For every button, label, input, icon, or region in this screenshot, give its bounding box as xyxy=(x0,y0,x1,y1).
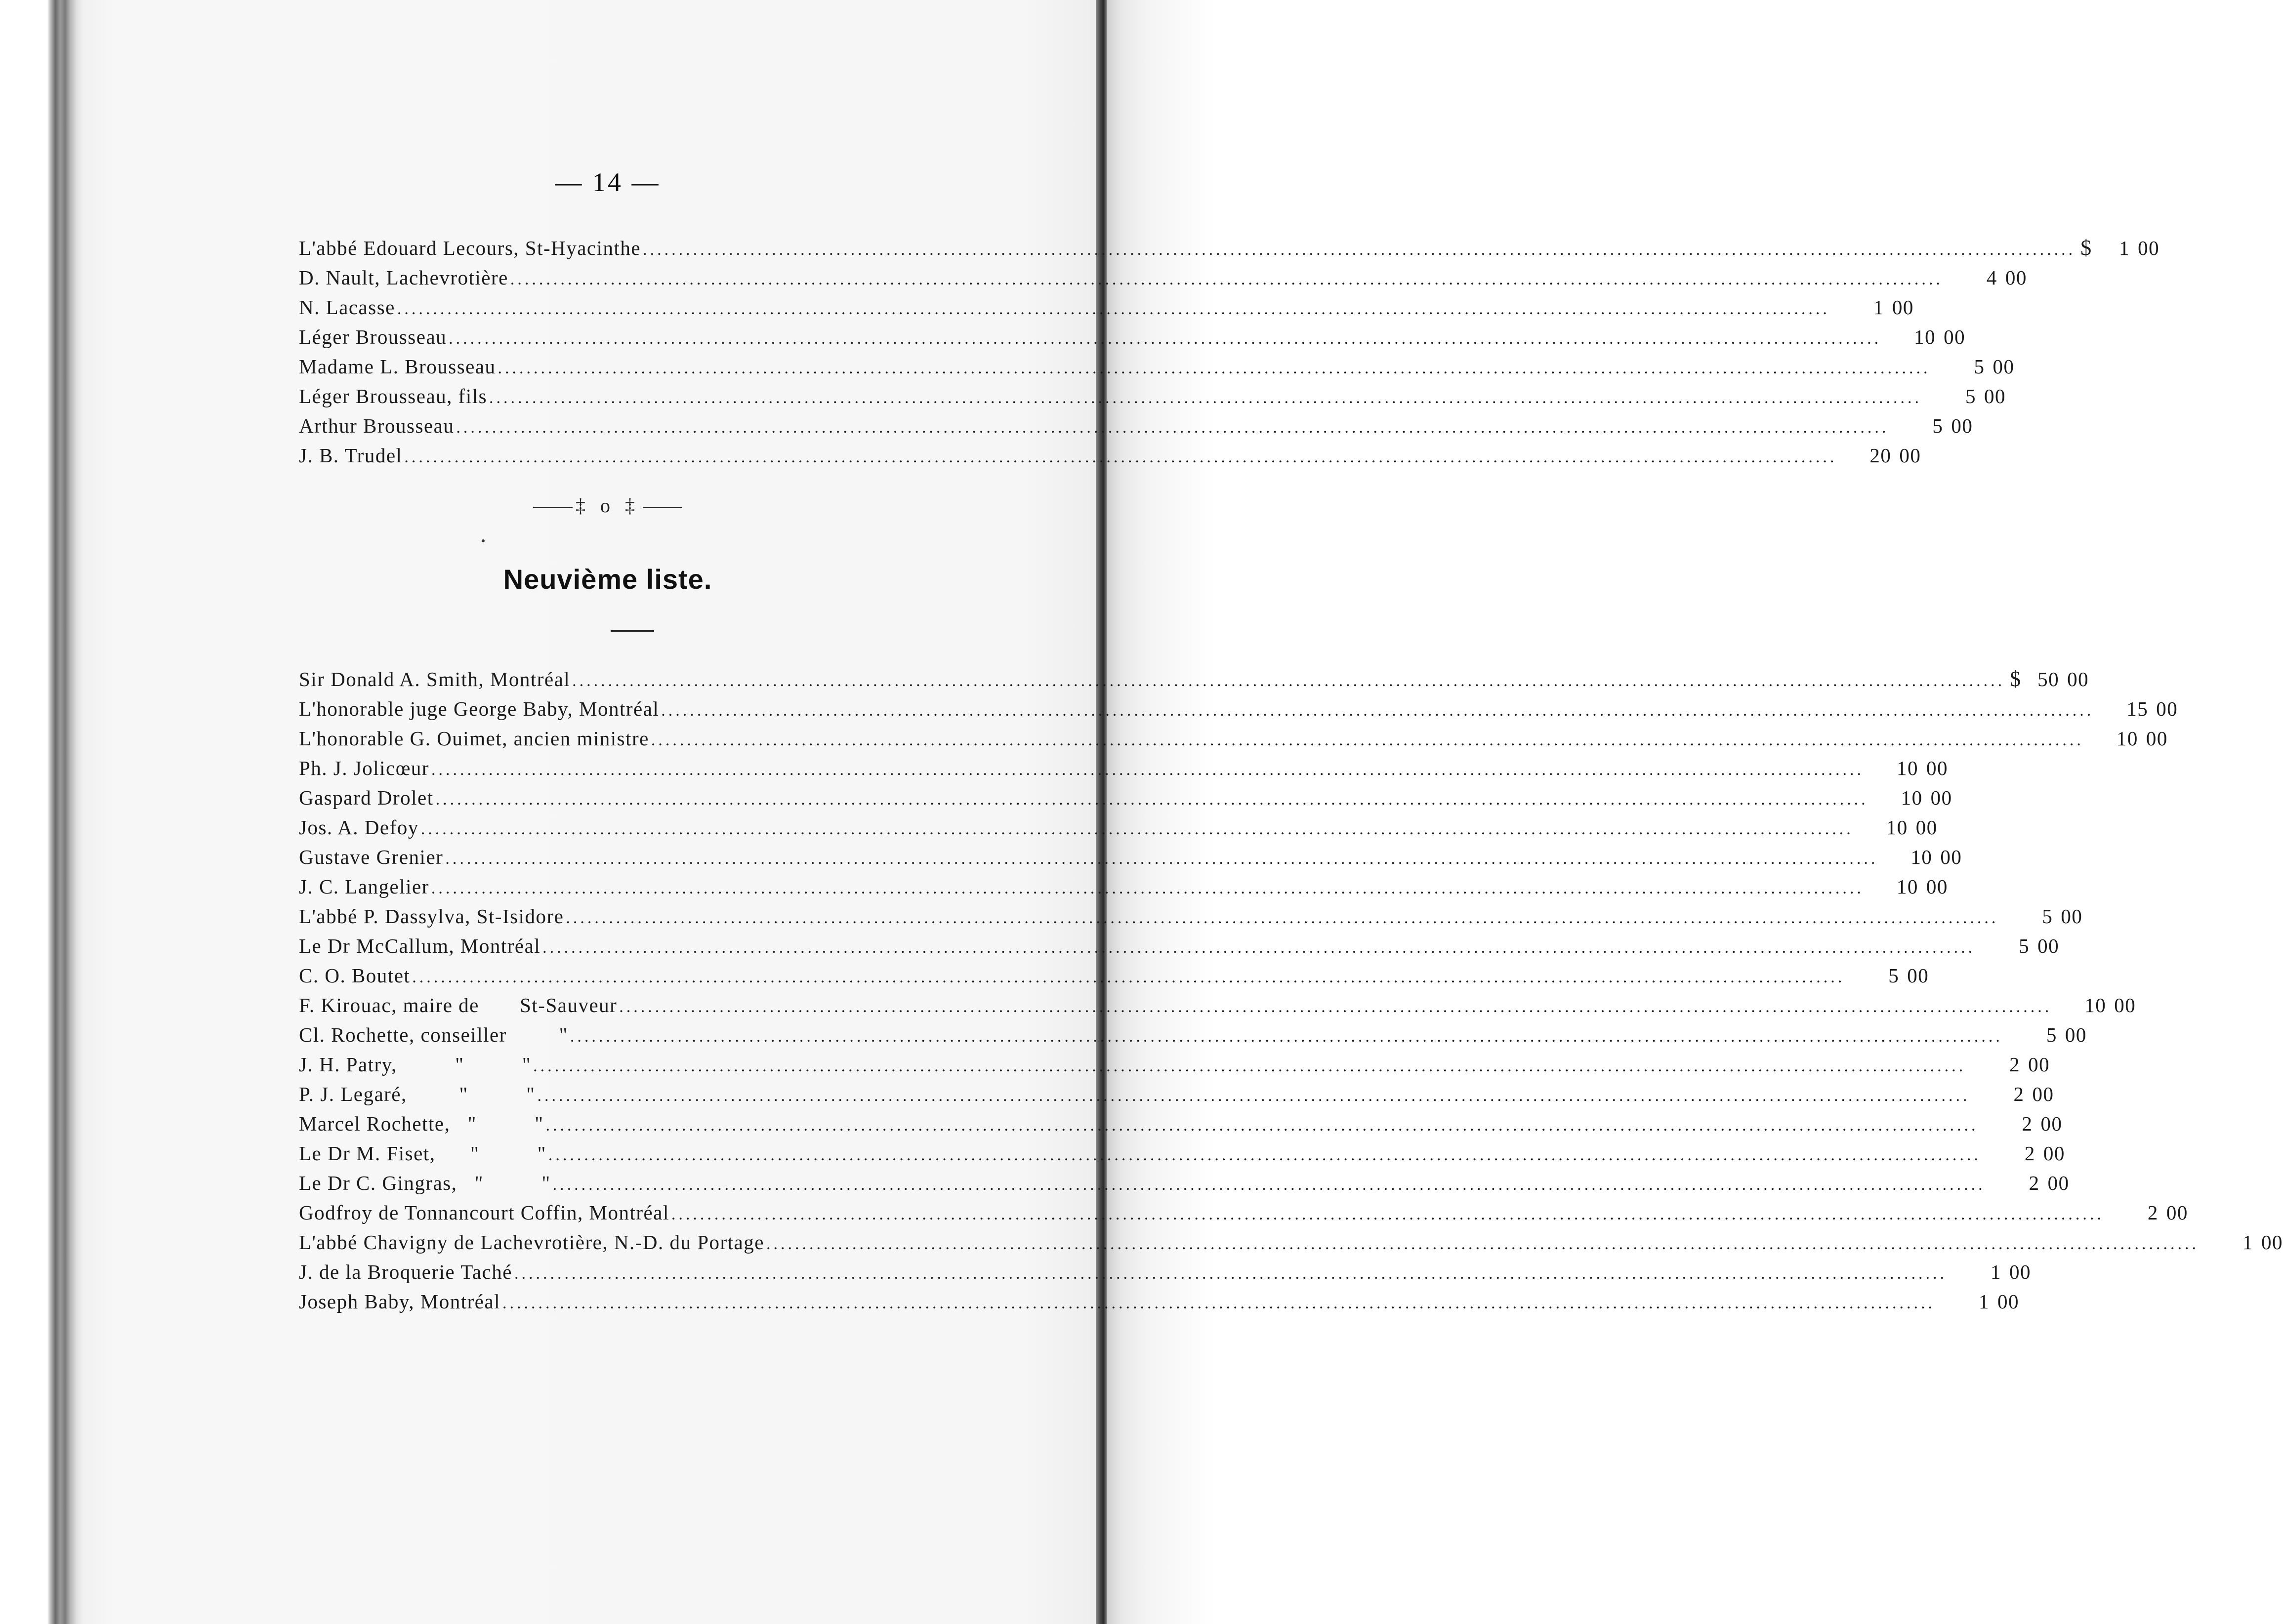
amount-dollars: 10 xyxy=(1914,325,1936,348)
book-binding-left xyxy=(0,0,84,1624)
leader-dots: ........................................................................................................................................................................................................ xyxy=(502,1294,1936,1312)
leader-dots: ........................................................................................................................................................................................................ xyxy=(397,300,1830,318)
leader-dots: ........................................................................................................................................................................................................ xyxy=(404,448,1837,466)
donor-name: Jos. A. Defoy xyxy=(299,816,419,839)
amount-cents: 00 xyxy=(2043,1142,2065,1165)
donation-amount xyxy=(1869,753,1946,783)
amount-cents: 00 xyxy=(1944,325,1966,348)
amount-dollars: 10 xyxy=(1896,757,1918,779)
donation-amount xyxy=(1980,931,2060,961)
donor-name: Léger Brousseau xyxy=(299,325,447,348)
donor-row xyxy=(299,322,1966,352)
section-separator xyxy=(0,494,1215,517)
heading-underline xyxy=(611,630,654,632)
amount-dollars: 5 xyxy=(2019,934,2030,957)
leader-dots: ........................................................................................................................................................................................................ xyxy=(449,329,1882,348)
amount-cents: 00 xyxy=(2040,1112,2063,1135)
donor-name: Arthur Brousseau xyxy=(299,414,455,437)
donation-amount xyxy=(1971,1050,2050,1079)
amount-dollars: 5 xyxy=(2042,905,2053,928)
ink-speck xyxy=(482,539,485,542)
amount-cents: 00 xyxy=(1907,964,1929,987)
leader-dots: ........................................................................................................................................................................................................ xyxy=(533,1057,1966,1075)
donation-amount xyxy=(1975,1079,2054,1109)
donation-amount xyxy=(1883,842,1962,872)
donor-name: Le Dr M. Fiset, " " xyxy=(299,1142,546,1165)
donor-name: C. O. Boutet xyxy=(299,964,411,987)
leader-dots: ........................................................................................................................................................................................................ xyxy=(510,270,1943,288)
amount-dollars: 2 xyxy=(2024,1142,2035,1165)
amount-dollars: 5 xyxy=(1974,355,1985,378)
donor-name: N. Lacasse xyxy=(299,296,395,319)
donor-row xyxy=(299,263,2027,292)
donor-name: Sir Donald A. Smith, Montréal xyxy=(299,668,571,690)
amount-dollars: 1 xyxy=(1979,1290,1990,1313)
leader-dots: ........................................................................................................................................................................................................ xyxy=(552,1176,1986,1194)
amount-dollars: 2 xyxy=(2013,1083,2025,1105)
currency-symbol: $ xyxy=(2080,236,2092,260)
amount-dollars: 10 xyxy=(2116,727,2138,750)
amount-cents: 00 xyxy=(1997,1290,2020,1313)
amount-dollars: 2 xyxy=(2009,1053,2021,1076)
amount-cents: 00 xyxy=(1915,816,1938,839)
donor-name: J. de la Broquerie Taché xyxy=(299,1260,512,1283)
donor-name: P. J. Legaré, " " xyxy=(299,1083,536,1105)
amount-dollars: 5 xyxy=(2046,1023,2057,1046)
leader-dots: ........................................................................................................................................................................................................ xyxy=(412,968,1845,986)
donor-list-continued xyxy=(299,233,2160,470)
donor-name: Le Dr McCallum, Montréal xyxy=(299,934,541,957)
donor-row xyxy=(299,1257,2031,1287)
leader-dots: ........................................................................................................................................................................................................ xyxy=(489,389,1922,407)
donation-amount xyxy=(2010,664,2089,694)
donor-row xyxy=(299,233,2160,263)
amount-dollars: 1 xyxy=(2119,237,2130,259)
donation-amount xyxy=(1991,1168,2070,1198)
amount-dollars: 1 xyxy=(1873,296,1884,319)
donation-amount xyxy=(1850,961,1929,990)
donation-amount xyxy=(2089,724,2168,753)
amount-dollars: 15 xyxy=(2126,697,2149,720)
donor-name: F. Kirouac, maire de St-Sauveur xyxy=(299,994,618,1016)
leader-dots: ........................................................................................................................................................................................................ xyxy=(420,820,1854,838)
leader-dots: ........................................................................................................................................................................................................ xyxy=(671,1205,2104,1223)
amount-dollars: 4 xyxy=(1986,266,1997,289)
leader-dots: ........................................................................................................................................................................................................ xyxy=(498,359,1931,377)
donor-name: Marcel Rochette, " " xyxy=(299,1112,544,1135)
donation-amount xyxy=(1952,1257,2029,1287)
leader-dots: ........................................................................................................................................................................................................ xyxy=(643,241,2076,259)
donor-name: Gustave Grenier xyxy=(299,846,444,868)
amount-dollars: 5 xyxy=(1888,964,1900,987)
amount-cents: 00 xyxy=(2032,1083,2054,1105)
leader-dots: ........................................................................................................................................................................................................ xyxy=(566,909,1999,927)
amount-cents: 00 xyxy=(2065,1023,2087,1046)
leader-dots: ........................................................................................................................................................................................................ xyxy=(651,731,2084,749)
donation-amount xyxy=(2057,990,2136,1020)
leader-dots: ........................................................................................................................................................................................................ xyxy=(548,1146,1981,1164)
donor-row xyxy=(299,783,1952,812)
amount-cents: 00 xyxy=(1930,786,1952,809)
donor-name: Madame L. Brousseau xyxy=(299,355,496,378)
donation-amount xyxy=(1835,292,1914,322)
amount-cents: 00 xyxy=(2114,994,2136,1016)
donor-row xyxy=(299,411,1973,441)
donor-name: J. H. Patry, " " xyxy=(299,1053,532,1076)
amount-dollars: 1 xyxy=(2242,1231,2253,1254)
donor-row xyxy=(299,292,1914,322)
donation-amount xyxy=(1842,441,1921,470)
donor-row xyxy=(299,990,2136,1020)
donor-row xyxy=(299,1168,2070,1198)
donation-amount xyxy=(1936,352,2015,381)
donation-amount xyxy=(1873,783,1950,812)
donor-row xyxy=(299,812,1938,842)
amount-cents: 00 xyxy=(2067,668,2089,690)
donation-amount xyxy=(1894,411,1973,441)
donor-row xyxy=(299,1079,2054,1109)
donation-amount xyxy=(2109,1198,2186,1227)
donation-amount xyxy=(2003,901,2083,931)
leader-dots: ........................................................................................................................................................................................................ xyxy=(445,850,1878,868)
donation-amount xyxy=(1948,263,2025,292)
amount-dollars: 10 xyxy=(1896,875,1918,898)
donor-name: Ph. J. Jolicœur xyxy=(299,757,429,779)
amount-dollars: 50 xyxy=(2037,668,2060,690)
amount-cents: 00 xyxy=(1940,846,1962,868)
amount-cents: 00 xyxy=(1892,296,1914,319)
donation-amount xyxy=(1859,812,1938,842)
leader-dots: ........................................................................................................................................................................................................ xyxy=(537,1087,1970,1105)
leader-dots: ........................................................................................................................................................................................................ xyxy=(431,761,1864,779)
amount-dollars: 5 xyxy=(1932,414,1944,437)
amount-cents: 00 xyxy=(1926,875,1948,898)
amount-dollars: 10 xyxy=(1910,846,1933,868)
donor-row xyxy=(299,931,2060,961)
donor-row xyxy=(299,664,2089,694)
amount-dollars: 2 xyxy=(2147,1201,2158,1224)
donor-name: L'abbé Edouard Lecours, St-Hyacinthe xyxy=(299,237,641,259)
donor-row xyxy=(299,352,2015,381)
donor-row xyxy=(299,1287,2020,1316)
leader-dots: ........................................................................................................................................................................................................ xyxy=(514,1264,1947,1283)
amount-dollars: 5 xyxy=(1965,385,1977,407)
donor-row xyxy=(299,381,2006,411)
donor-name: L'abbé Chavigny de Lachevrotière, N.-D. du Portage xyxy=(299,1231,764,1254)
amount-cents: 00 xyxy=(2037,934,2060,957)
amount-dollars: 10 xyxy=(1886,816,1908,839)
leader-dots: ........................................................................................................................................................................................................ xyxy=(456,418,1889,437)
donor-row xyxy=(299,1020,2087,1050)
leader-dots: ........................................................................................................................................................................................................ xyxy=(619,998,2052,1016)
donor-name: Léger Brousseau, fils xyxy=(299,385,488,407)
separator-rule-right xyxy=(643,507,682,508)
donor-row xyxy=(299,1050,2050,1079)
amount-cents: 00 xyxy=(1951,414,1973,437)
amount-cents: 00 xyxy=(2028,1053,2050,1076)
donor-name: D. Nault, Lachevrotière xyxy=(299,266,508,289)
donor-name: Cl. Rochette, conseiller " xyxy=(299,1023,568,1046)
donor-name: Gaspard Drolet xyxy=(299,786,434,809)
currency-symbol: $ xyxy=(2010,667,2022,691)
leader-dots: ........................................................................................................................................................................................................ xyxy=(572,672,2005,690)
donor-name: L'honorable G. Ouimet, ancien ministre xyxy=(299,727,649,750)
donor-name: J. C. Langelier xyxy=(299,875,429,898)
donor-row xyxy=(299,901,2083,931)
donation-amount xyxy=(1986,1138,2063,1168)
leader-dots: ........................................................................................................................................................................................................ xyxy=(545,1116,1979,1135)
donor-row xyxy=(299,1227,2283,1257)
amount-cents: 00 xyxy=(2166,1201,2188,1224)
donation-amount xyxy=(2008,1020,2087,1050)
donor-row xyxy=(299,441,1921,470)
amount-cents: 00 xyxy=(2009,1260,2031,1283)
donor-name: L'honorable juge George Baby, Montréal xyxy=(299,697,660,720)
amount-dollars: 10 xyxy=(1901,786,1923,809)
donation-amount xyxy=(1927,381,2006,411)
donation-amount xyxy=(1869,872,1946,901)
amount-dollars: 1 xyxy=(1990,1260,2001,1283)
donor-name: J. B. Trudel xyxy=(299,444,403,467)
amount-cents: 00 xyxy=(1984,385,2006,407)
leader-dots: ........................................................................................................................................................................................................ xyxy=(661,701,2094,720)
amount-cents: 00 xyxy=(2061,905,2083,928)
donor-row xyxy=(299,1138,2065,1168)
donor-list-ninth xyxy=(299,664,2283,1316)
amount-cents: 00 xyxy=(2156,697,2178,720)
donor-row xyxy=(299,872,1948,901)
leader-dots: ........................................................................................................................................................................................................ xyxy=(570,1027,2003,1046)
amount-dollars: 20 xyxy=(1869,444,1892,467)
donor-row xyxy=(299,753,1948,783)
donation-amount xyxy=(2204,1227,2281,1257)
donor-row xyxy=(299,1109,2063,1138)
donor-row xyxy=(299,1198,2188,1227)
amount-cents: 00 xyxy=(2146,727,2168,750)
amount-dollars: 10 xyxy=(2084,994,2107,1016)
amount-cents: 00 xyxy=(2261,1231,2283,1254)
donor-name: Joseph Baby, Montréal xyxy=(299,1290,501,1313)
donation-amount xyxy=(1940,1287,2020,1316)
amount-dollars: 2 xyxy=(2029,1172,2040,1194)
donor-row xyxy=(299,842,1962,872)
leader-dots: ........................................................................................................................................................................................................ xyxy=(431,879,1864,897)
donation-amount xyxy=(1984,1109,2063,1138)
donor-row xyxy=(299,724,2168,753)
amount-cents: 00 xyxy=(1899,444,1921,467)
donor-name: Godfroy de Tonnancourt Coffin, Montréal xyxy=(299,1201,669,1224)
leader-dots: ........................................................................................................................................................................................................ xyxy=(435,790,1868,809)
amount-cents: 00 xyxy=(2138,237,2160,259)
amount-cents: 00 xyxy=(1992,355,2015,378)
section-heading: Neuvième liste. xyxy=(503,564,712,595)
amount-cents: 00 xyxy=(2005,266,2027,289)
donation-amount xyxy=(2099,694,2178,724)
separator-ornament: ‡ o ‡ xyxy=(576,494,640,517)
separator-rule-left xyxy=(533,507,573,508)
amount-cents: 00 xyxy=(1926,757,1948,779)
donor-name: Le Dr C. Gingras, " " xyxy=(299,1172,551,1194)
amount-dollars: 2 xyxy=(2022,1112,2033,1135)
donation-amount xyxy=(1886,322,1966,352)
amount-cents: 00 xyxy=(2047,1172,2070,1194)
leader-dots: ........................................................................................................................................................................................................ xyxy=(766,1235,2199,1253)
donation-amount xyxy=(2080,233,2160,263)
leader-dots: ........................................................................................................................................................................................................ xyxy=(542,938,1976,957)
donor-row xyxy=(299,961,1929,990)
donor-row xyxy=(299,694,2178,724)
page-number: — 14 — xyxy=(555,167,661,197)
donor-name: L'abbé P. Dassylva, St-Isidore xyxy=(299,905,564,928)
